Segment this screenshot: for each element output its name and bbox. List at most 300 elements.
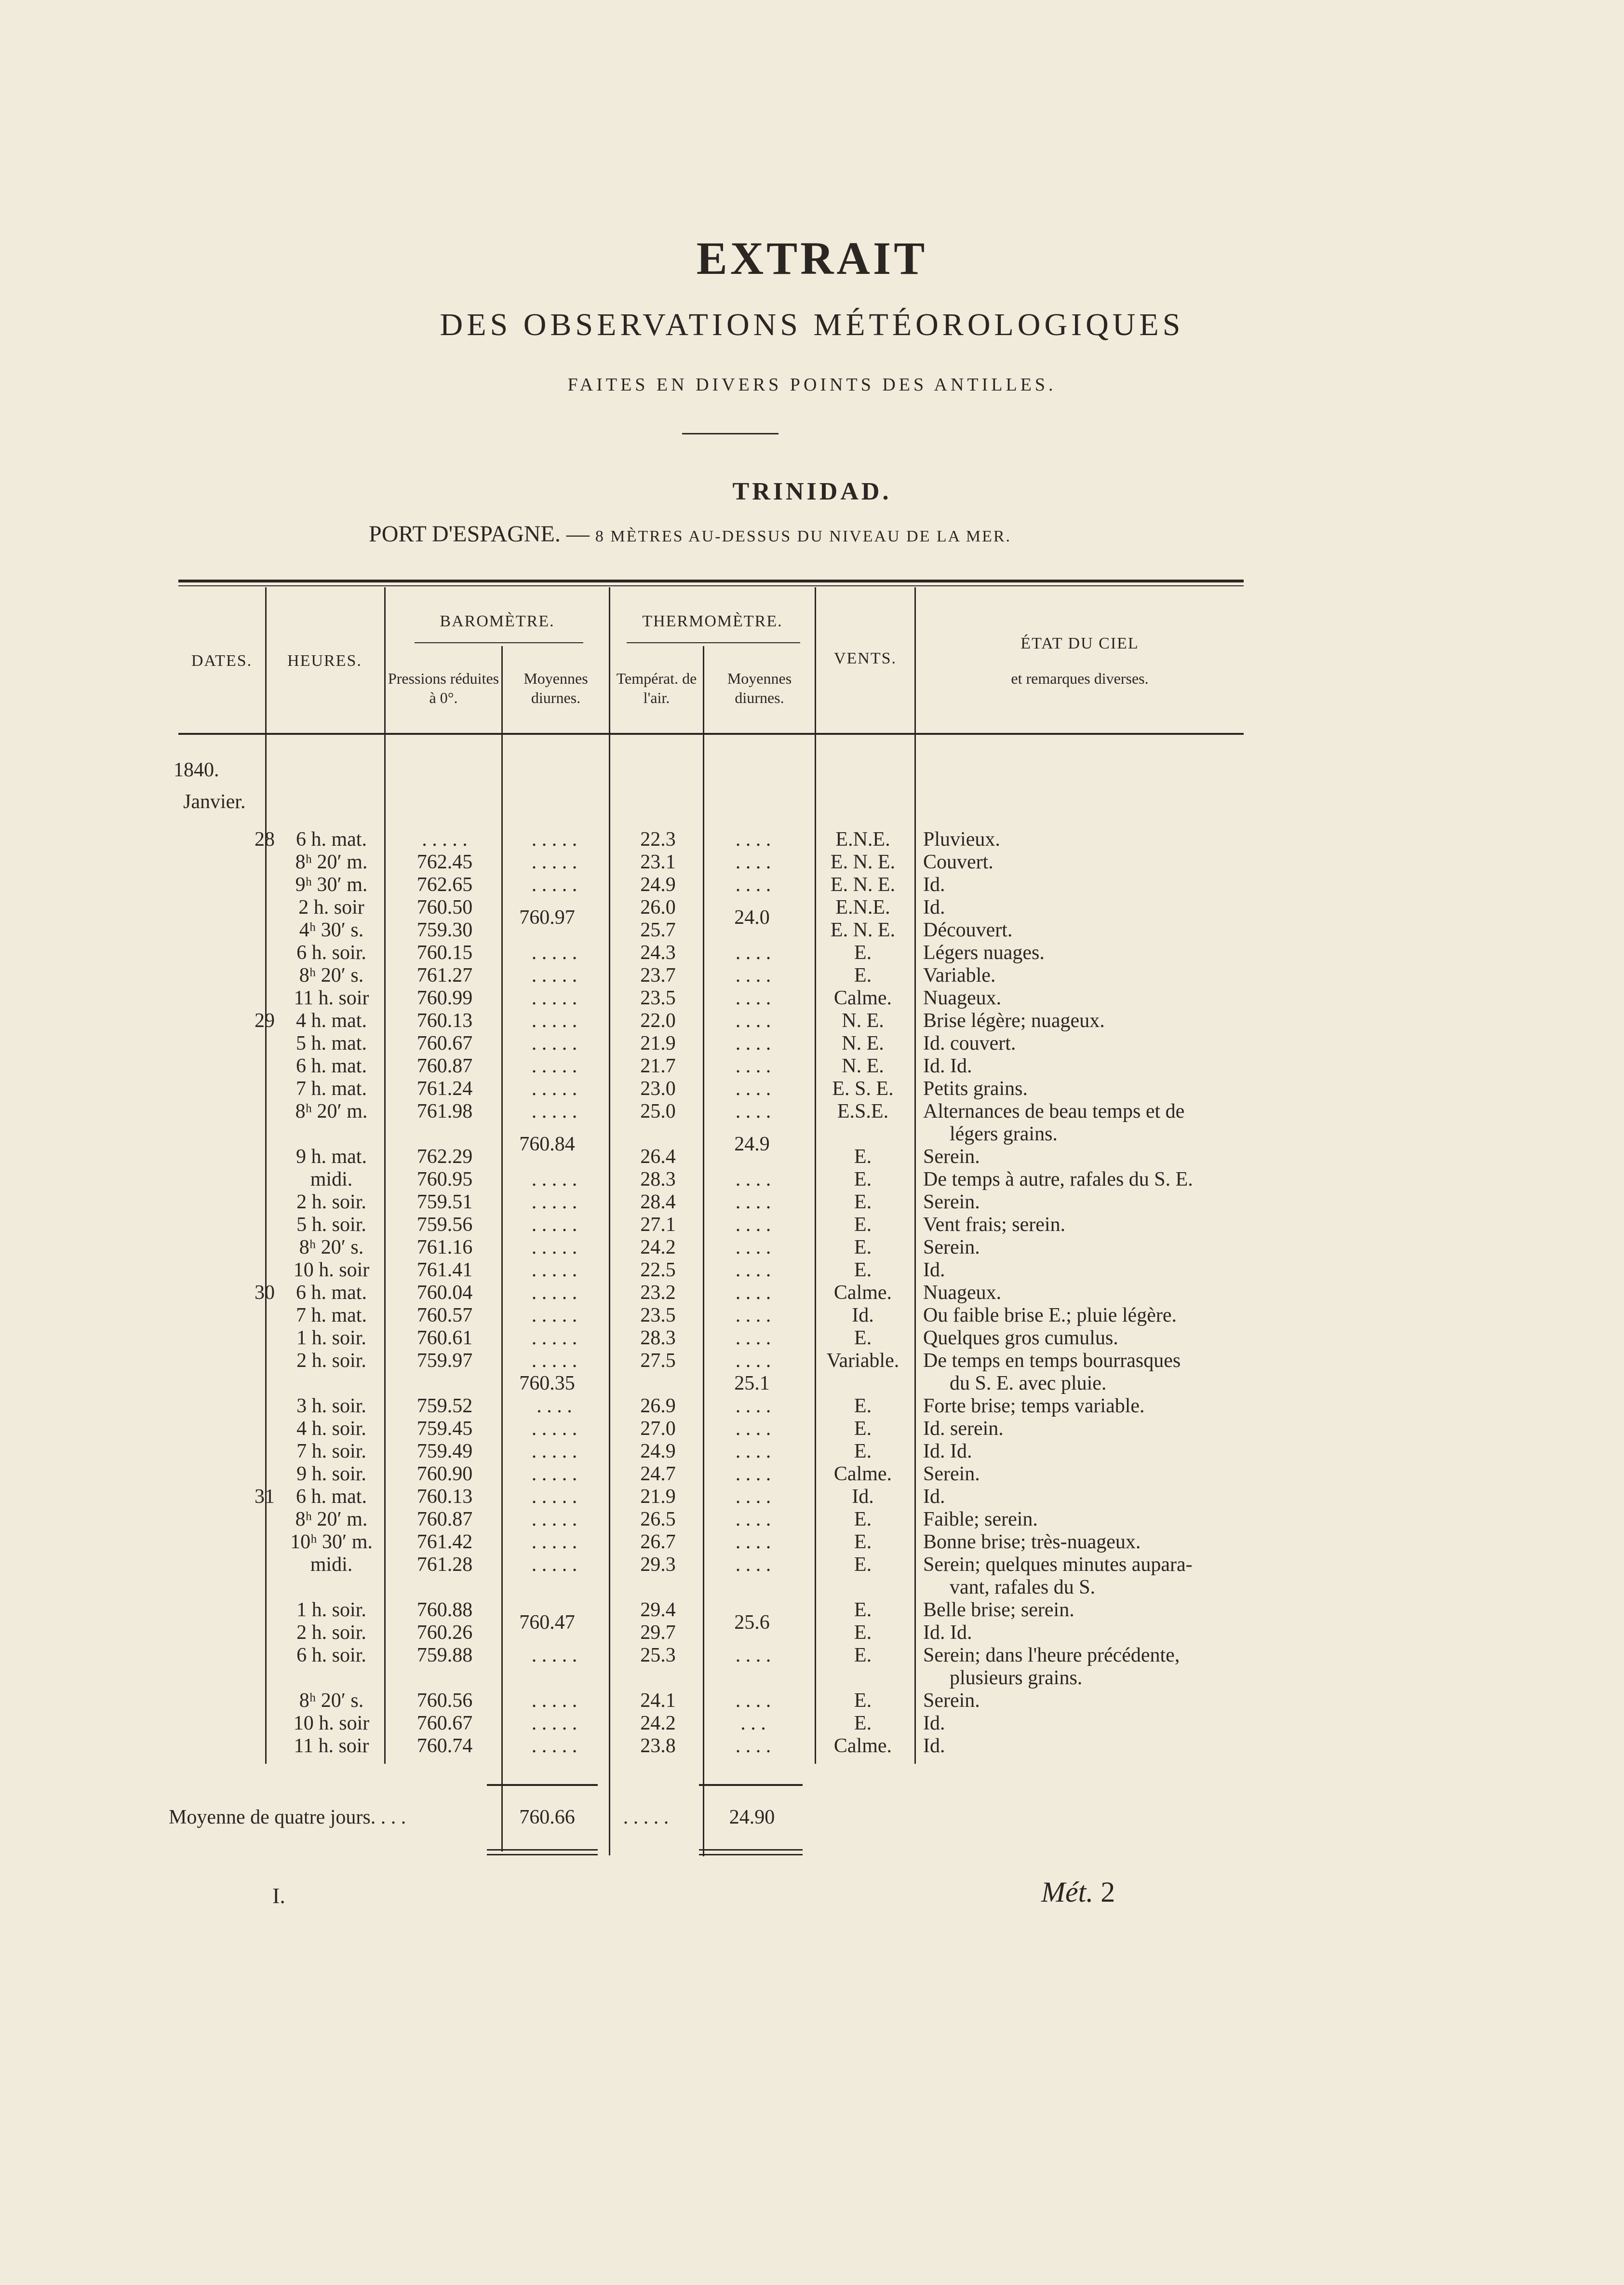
row-rem: Légers nuages. (923, 942, 1045, 964)
row-press: 760.13 (416, 1010, 473, 1032)
row-rem: Découvert. (923, 919, 1013, 941)
row-hour: 6 h. mat. (296, 1055, 367, 1077)
row-tdots: . . . . (735, 1327, 771, 1349)
daily-mean-pressure-30: 760.35 (519, 1372, 575, 1394)
row-hour: 9 h. soir. (296, 1463, 366, 1485)
station-location (369, 521, 1011, 547)
row-hour: 7 h. mat. (296, 1078, 367, 1100)
page-title: EXTRAIT (696, 232, 928, 284)
row-wind: E. N. E. (830, 919, 896, 941)
row-temp: 28.3 (640, 1168, 676, 1190)
row-wind: E. (854, 1690, 872, 1712)
row-tdots: . . . . (735, 1078, 771, 1100)
row-wind: N. E. (842, 1055, 884, 1077)
row-press: . . . . . (422, 828, 468, 851)
row-hour: 9 h. mat. (296, 1146, 367, 1168)
row-wind: E. N. E. (830, 851, 896, 873)
row-temp: 23.2 (640, 1282, 676, 1304)
row-wind: E. (854, 1440, 872, 1462)
row-wind: E. (854, 1599, 872, 1621)
row-pdots: . . . . . (531, 1418, 577, 1440)
daily-mean-temp-28: 24.0 (734, 906, 770, 929)
row-wind: E. S. E. (832, 1078, 894, 1100)
row-hour: 10ʰ 30′ m. (290, 1531, 373, 1553)
row-temp: 23.7 (640, 964, 676, 987)
row-temp: 21.9 (640, 1032, 676, 1055)
row-rem2: légers grains. (950, 1123, 1058, 1145)
row-pdots: . . . . . (531, 1350, 577, 1372)
row-temp: 23.5 (640, 1304, 676, 1326)
row-wind: Id. (852, 1486, 874, 1508)
row-wind: E. (854, 1418, 872, 1440)
signature-mark: I. (272, 1883, 285, 1908)
row-press: 761.16 (416, 1236, 473, 1258)
row-pdots: . . . . . (531, 1712, 577, 1734)
row-hour: 4 h. mat. (296, 1010, 367, 1032)
row-hour: 6 h. mat. (296, 1486, 367, 1508)
title-divider (682, 433, 778, 434)
row-temp: 24.1 (640, 1690, 676, 1712)
row-temp: 24.9 (640, 1440, 676, 1462)
row-press: 760.90 (416, 1463, 473, 1485)
daily-mean-temp-31: 25.6 (734, 1611, 770, 1634)
daily-mean-pressure-29: 760.84 (519, 1133, 575, 1155)
row-press: 761.24 (416, 1078, 473, 1100)
row-wind: E. (854, 1712, 872, 1734)
row-date: 31 (255, 1486, 275, 1508)
row-wind: E.N.E. (835, 896, 890, 919)
place-name: PORT D'ESPAGNE. (369, 521, 561, 547)
row-rem: Id. (923, 1735, 945, 1757)
row-rem: Couvert. (923, 851, 993, 873)
row-rem2: plusieurs grains. (950, 1667, 1083, 1689)
row-hour: 8ʰ 20′ s. (299, 1690, 364, 1712)
row-hour: 6 h. soir. (296, 1644, 366, 1666)
row-temp: 29.3 (640, 1554, 676, 1576)
row-temp: 28.3 (640, 1327, 676, 1349)
row-temp: 26.9 (640, 1395, 676, 1417)
row-tdots: . . . . (735, 1055, 771, 1077)
row-tdots: . . . . (735, 964, 771, 987)
row-wind: E. (854, 1236, 872, 1258)
row-pdots: . . . . . (531, 1191, 577, 1213)
daily-mean-pressure-31: 760.47 (519, 1611, 575, 1634)
row-press: 761.41 (416, 1259, 473, 1281)
row-rem: Faible; serein. (923, 1508, 1038, 1530)
row-press: 762.29 (416, 1146, 473, 1168)
row-tdots: . . . . (735, 1508, 771, 1530)
row-temp: 26.7 (640, 1531, 676, 1553)
row-hour: 4 h. soir. (296, 1418, 366, 1440)
row-hour: 2 h. soir. (296, 1622, 366, 1644)
footer-average-dots: . . . . . (623, 1806, 669, 1828)
row-press: 759.56 (416, 1214, 473, 1236)
header-remarques: et remarques diverses. (1011, 670, 1149, 687)
row-hour: 7 h. soir. (296, 1440, 366, 1462)
row-hour: 7 h. mat. (296, 1304, 367, 1326)
row-wind: E. (854, 1531, 872, 1553)
row-rem2: vant, rafales du S. (950, 1576, 1096, 1598)
row-press: 761.98 (416, 1100, 473, 1122)
footer-average-label: Moyenne de quatre jours. . . . (169, 1806, 406, 1828)
row-rem: Id. couvert. (923, 1032, 1016, 1055)
row-hour: 3 h. soir. (296, 1395, 366, 1417)
met-label: Mét. (1041, 1876, 1094, 1908)
row-hour: 11 h. soir (294, 987, 369, 1009)
row-temp: 27.5 (640, 1350, 676, 1372)
row-wind: Calme. (833, 1735, 892, 1757)
row-tdots: . . . . (735, 1259, 771, 1281)
row-pdots: . . . . . (531, 1735, 577, 1757)
row-tdots: . . . . (735, 1418, 771, 1440)
row-press: 760.04 (416, 1282, 473, 1304)
row-temp: 25.3 (640, 1644, 676, 1666)
row-pdots: . . . . . (531, 851, 577, 873)
row-wind: Calme. (833, 1463, 892, 1485)
row-pdots: . . . . . (531, 1690, 577, 1712)
row-pdots: . . . . . (531, 1554, 577, 1576)
row-tdots: . . . . (735, 1395, 771, 1417)
row-wind: Variable. (826, 1350, 899, 1372)
row-press: 761.42 (416, 1531, 473, 1553)
header-moyennes-baro: Moyennes diurnes. (523, 670, 588, 706)
row-pdots: . . . . . (531, 1463, 577, 1485)
header-thermometre: THERMOMÈTRE. (642, 612, 783, 630)
row-hour: 8ʰ 20′ m. (295, 851, 368, 873)
row-wind: Calme. (833, 987, 892, 1009)
row-hour: 2 h. soir. (296, 1191, 366, 1213)
row-temp: 24.3 (640, 942, 676, 964)
row-press: 759.52 (416, 1395, 473, 1417)
row-rem: De temps en temps bourrasques (923, 1350, 1181, 1372)
row-press: 759.97 (416, 1350, 473, 1372)
row-tdots: . . . . (735, 1463, 771, 1485)
row-wind: E. (854, 1644, 872, 1666)
row-tdots: . . . . (735, 1214, 771, 1236)
row-hour: 5 h. soir. (296, 1214, 366, 1236)
row-tdots: . . . . (735, 1735, 771, 1757)
col-divider-dates (265, 587, 267, 1764)
row-pdots: . . . . (537, 1395, 572, 1417)
row-wind: E. (854, 1508, 872, 1530)
row-tdots: . . . . (735, 1440, 771, 1462)
row-hour: 10 h. soir (293, 1259, 370, 1281)
row-hour: 11 h. soir (294, 1735, 369, 1757)
row-tdots: . . . (740, 1712, 766, 1734)
row-wind: N. E. (842, 1010, 884, 1032)
row-tdots: . . . . (735, 1554, 771, 1576)
row-rem: Serein. (923, 1191, 980, 1213)
row-pdots: . . . . . (531, 828, 577, 851)
row-rem: Serein. (923, 1236, 980, 1258)
row-temp: 25.0 (640, 1100, 676, 1122)
row-rem: Forte brise; temps variable. (923, 1395, 1145, 1417)
row-temp: 26.5 (640, 1508, 676, 1530)
row-press: 762.45 (416, 851, 473, 873)
row-press: 760.74 (416, 1735, 473, 1757)
row-temp: 23.1 (640, 851, 676, 873)
row-press: 760.95 (416, 1168, 473, 1190)
row-rem: Belle brise; serein. (923, 1599, 1074, 1621)
row-temp: 29.4 (640, 1599, 676, 1621)
row-hour: 6 h. mat. (296, 1282, 367, 1304)
row-pdots: . . . . . (531, 964, 577, 987)
row-tdots: . . . . (735, 1236, 771, 1258)
row-tdots: . . . . (735, 828, 771, 851)
row-temp: 23.8 (640, 1735, 676, 1757)
row-rem: Serein. (923, 1146, 980, 1168)
page-subtitle: DES OBSERVATIONS MÉTÉOROLOGIQUES (440, 307, 1184, 342)
row-rem: Id. (923, 874, 945, 896)
row-date: 28 (255, 828, 275, 851)
daily-mean-temp-29: 24.9 (734, 1133, 770, 1155)
row-rem: Id. Id. (923, 1055, 972, 1077)
footer-average-pressure: 760.66 (519, 1806, 575, 1828)
row-press: 759.88 (416, 1644, 473, 1666)
daily-mean-temp-30: 25.1 (734, 1372, 770, 1394)
header-vents: VENTS. (833, 649, 897, 667)
row-wind: E. (854, 1214, 872, 1236)
row-pdots: . . . . . (531, 1304, 577, 1326)
row-temp: 27.0 (640, 1418, 676, 1440)
table-header-rule (178, 733, 1244, 735)
col-divider-vents (914, 587, 916, 1764)
row-tdots: . . . . (735, 987, 771, 1009)
row-rem: Serein; quelques minutes aupara- (923, 1554, 1193, 1576)
row-wind: E. (854, 942, 872, 964)
row-rem: Id. Id. (923, 1622, 972, 1644)
row-temp: 26.4 (640, 1146, 676, 1168)
row-temp: 21.9 (640, 1486, 676, 1508)
row-temp: 22.3 (640, 828, 676, 851)
row-temp: 24.2 (640, 1712, 676, 1734)
row-hour: 6 h. soir. (296, 942, 366, 964)
row-pdots: . . . . . (531, 1078, 577, 1100)
row-rem: Nuageux. (923, 1282, 1002, 1304)
row-rem: Bonne brise; très-nuageux. (923, 1531, 1141, 1553)
row-hour: midi. (310, 1168, 353, 1190)
row-wind: Id. (852, 1304, 874, 1326)
row-hour: 6 h. mat. (296, 828, 367, 851)
row-press: 761.28 (416, 1554, 473, 1576)
row-hour: 2 h. soir (298, 896, 364, 919)
row-temp: 21.7 (640, 1055, 676, 1077)
row-rem: Pluvieux. (923, 828, 1000, 851)
row-press: 760.88 (416, 1599, 473, 1621)
row-tdots: . . . . (735, 1350, 771, 1372)
row-press: 760.87 (416, 1055, 473, 1077)
row-press: 759.30 (416, 919, 473, 941)
footer-avg-rule-p (487, 1784, 598, 1786)
row-temp: 22.5 (640, 1259, 676, 1281)
row-tdots: . . . . (735, 1168, 771, 1190)
row-rem: Id. (923, 1259, 945, 1281)
row-hour: 8ʰ 20′ m. (295, 1508, 368, 1530)
footer-bottom-rule-p1 (487, 1849, 598, 1851)
row-tdots: . . . . (735, 1531, 771, 1553)
row-hour: 2 h. soir. (296, 1350, 366, 1372)
row-wind: E. (854, 1622, 872, 1644)
row-press: 760.50 (416, 896, 473, 919)
row-rem: Alternances de beau temps et de (923, 1100, 1185, 1122)
row-wind: E. (854, 1168, 872, 1190)
month-label: Janvier. (183, 791, 246, 813)
row-rem2: du S. E. avec pluie. (950, 1372, 1107, 1394)
row-press: 760.67 (416, 1032, 473, 1055)
row-hour: 8ʰ 20′ s. (299, 964, 364, 987)
row-pdots: . . . . . (531, 1440, 577, 1462)
row-press: 760.13 (416, 1486, 473, 1508)
footer-bottom-rule-t1 (699, 1849, 803, 1851)
row-rem: Brise légère; nuageux. (923, 1010, 1105, 1032)
year-label: 1840. (174, 759, 219, 781)
row-rem: De temps à autre, rafales du S. E. (923, 1168, 1193, 1190)
thermo-brace (627, 642, 800, 643)
row-pdots: . . . . . (531, 1100, 577, 1122)
footer-avg-rule-t (699, 1784, 803, 1786)
row-pdots: . . . . . (531, 1168, 577, 1190)
row-rem: Petits grains. (923, 1078, 1028, 1100)
row-rem: Id. (923, 1712, 945, 1734)
row-pdots: . . . . . (531, 1236, 577, 1258)
row-tdots: . . . . (735, 1304, 771, 1326)
row-tdots: . . . . (735, 874, 771, 896)
row-pdots: . . . . . (531, 1531, 577, 1553)
row-tdots: . . . . (735, 851, 771, 873)
row-rem: Id. (923, 1486, 945, 1508)
row-tdots: . . . . (735, 1690, 771, 1712)
row-rem: Id. Id. (923, 1440, 972, 1462)
header-pressions: Pressions réduites à 0°. (388, 670, 499, 706)
separator-dash: — (566, 521, 590, 547)
page-subsubtitle: FAITES EN DIVERS POINTS DES ANTILLES. (567, 375, 1057, 395)
row-wind: E. (854, 964, 872, 987)
row-hour: 10 h. soir (293, 1712, 370, 1734)
row-date: 30 (255, 1282, 275, 1304)
row-hour: 4ʰ 30′ s. (299, 919, 364, 941)
row-temp: 25.7 (640, 919, 676, 941)
header-barometre: BAROMÈTRE. (440, 612, 555, 630)
row-pdots: . . . . . (531, 1327, 577, 1349)
row-pdots: . . . . . (531, 942, 577, 964)
row-date: 29 (255, 1010, 275, 1032)
row-pdots: . . . . . (531, 1486, 577, 1508)
row-pdots: . . . . . (531, 1032, 577, 1055)
row-press: 759.51 (416, 1191, 473, 1213)
daily-mean-pressure-28: 760.97 (519, 906, 575, 929)
row-temp: 29.7 (640, 1622, 676, 1644)
row-hour: 1 h. soir. (296, 1327, 366, 1349)
row-rem: Quelques gros cumulus. (923, 1327, 1118, 1349)
table-top-rule-thin (178, 585, 1244, 586)
row-wind: E. N. E. (830, 874, 896, 896)
row-rem: Serein; dans l'heure précédente, (923, 1644, 1180, 1666)
row-rem: Nuageux. (923, 987, 1002, 1009)
row-press: 760.57 (416, 1304, 473, 1326)
row-pdots: . . . . . (531, 987, 577, 1009)
row-wind: N. E. (842, 1032, 884, 1055)
row-wind: E. (854, 1191, 872, 1213)
row-press: 759.49 (416, 1440, 473, 1462)
row-rem: Id. (923, 896, 945, 919)
row-rem: Id. serein. (923, 1418, 1004, 1440)
row-hour: 8ʰ 20′ m. (295, 1100, 368, 1122)
row-pdots: . . . . . (531, 874, 577, 896)
col-divider-baro-end (609, 587, 610, 1855)
station-name: TRINIDAD. (732, 478, 892, 505)
row-tdots: . . . . (735, 1100, 771, 1122)
footer-average-temperature: 24.90 (729, 1806, 775, 1828)
row-press: 762.65 (416, 874, 473, 896)
row-press: 760.15 (416, 942, 473, 964)
row-pdots: . . . . . (531, 1055, 577, 1077)
row-rem: Serein. (923, 1463, 980, 1485)
row-rem: Vent frais; serein. (923, 1214, 1066, 1236)
footer-bottom-rule-p2 (487, 1854, 598, 1855)
row-tdots: . . . . (735, 1032, 771, 1055)
row-temp: 27.1 (640, 1214, 676, 1236)
row-hour: 5 h. mat. (296, 1032, 367, 1055)
row-pdots: . . . . . (531, 1214, 577, 1236)
row-wind: Calme. (833, 1282, 892, 1304)
row-hour: 1 h. soir. (296, 1599, 366, 1621)
row-tdots: . . . . (735, 1010, 771, 1032)
met-number: 2 (1101, 1876, 1115, 1908)
row-hour: 9ʰ 30′ m. (295, 874, 368, 896)
row-wind: E. (854, 1395, 872, 1417)
row-press: 760.26 (416, 1622, 473, 1644)
row-temp: 24.7 (640, 1463, 676, 1485)
row-press: 760.61 (416, 1327, 473, 1349)
row-press: 761.27 (416, 964, 473, 987)
row-rem: Variable. (923, 964, 996, 987)
row-wind: E. (854, 1554, 872, 1576)
row-temp: 26.0 (640, 896, 676, 919)
row-tdots: . . . . (735, 942, 771, 964)
row-tdots: . . . . (735, 1486, 771, 1508)
header-dates: DATES. (191, 652, 253, 670)
row-tdots: . . . . (735, 1191, 771, 1213)
table-top-rule (178, 580, 1244, 582)
row-temp: 24.9 (640, 874, 676, 896)
altitude-text: 8 MÈTRES AU-DESSUS DU NIVEAU DE LA MER. (595, 527, 1012, 545)
row-tdots: . . . . (735, 1282, 771, 1304)
row-pdots: . . . . . (531, 1282, 577, 1304)
row-temp: 23.5 (640, 987, 676, 1009)
row-rem: Ou faible brise E.; pluie légère. (923, 1304, 1177, 1326)
row-pdots: . . . . . (531, 1508, 577, 1530)
row-hour: midi. (310, 1554, 353, 1576)
row-press: 760.67 (416, 1712, 473, 1734)
row-tdots: . . . . (735, 1644, 771, 1666)
row-hour: 8ʰ 20′ s. (299, 1236, 364, 1258)
row-temp: 23.0 (640, 1078, 676, 1100)
header-moyennes-thermo: Moyennes diurnes. (727, 670, 792, 706)
row-rem: Serein. (923, 1690, 980, 1712)
row-temp: 24.2 (640, 1236, 676, 1258)
row-press: 759.45 (416, 1418, 473, 1440)
row-temp: 28.4 (640, 1191, 676, 1213)
row-press: 760.99 (416, 987, 473, 1009)
row-press: 760.56 (416, 1690, 473, 1712)
header-temperat: Températ. de l'air. (616, 670, 697, 706)
row-wind: E. (854, 1327, 872, 1349)
row-pdots: . . . . . (531, 1010, 577, 1032)
header-etat: ÉTAT DU CIEL (1020, 635, 1139, 652)
row-wind: E.N.E. (835, 828, 890, 851)
footer-bottom-rule-t2 (699, 1854, 803, 1855)
row-temp: 22.0 (640, 1010, 676, 1032)
